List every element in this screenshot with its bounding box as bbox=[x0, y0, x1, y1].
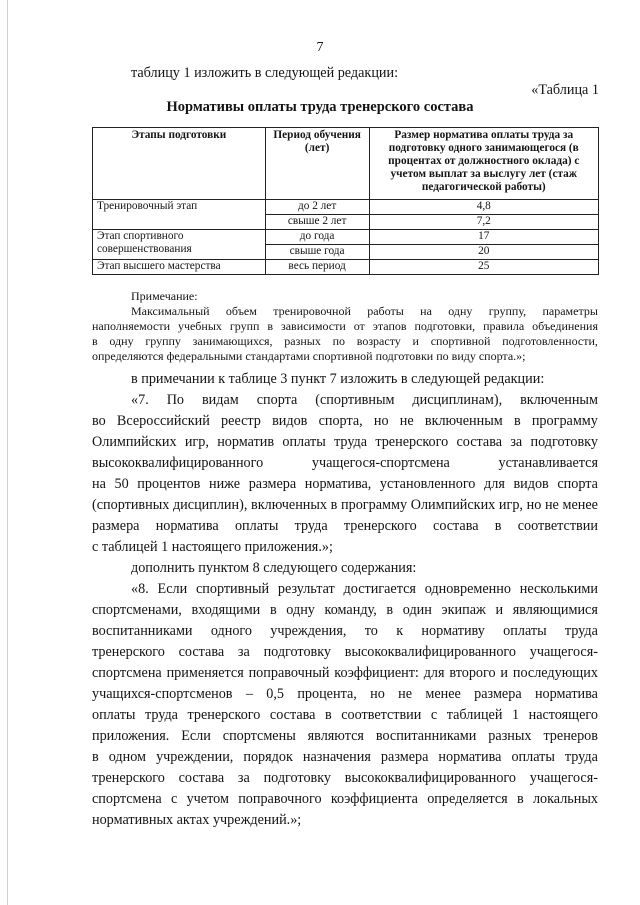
item8-text-word: «8. bbox=[131, 581, 149, 597]
item8-text-word: оплаты bbox=[503, 623, 547, 639]
item8-text-word: процента, bbox=[297, 686, 357, 702]
item7-text-word: ниже bbox=[208, 476, 241, 492]
note-line-text-word: от bbox=[353, 319, 365, 333]
note-line-text-word: зависимости bbox=[280, 319, 346, 333]
cell-period: свыше года bbox=[265, 245, 369, 260]
item8-text-word: учащегося- bbox=[529, 770, 598, 786]
note-line-text-word: этапов bbox=[372, 319, 407, 333]
item8-text-word: труда bbox=[564, 749, 598, 765]
item7-text-word: Олимпийских bbox=[410, 497, 496, 513]
item7-text-word: не bbox=[399, 413, 414, 429]
cell-value: 4,8 bbox=[369, 200, 598, 215]
item7-text-word: норматива bbox=[155, 518, 219, 534]
item8-text-word: настоящего bbox=[528, 707, 598, 723]
item7-line bbox=[92, 411, 598, 431]
item7-text-word: программу bbox=[531, 413, 598, 429]
item7-line bbox=[131, 390, 598, 410]
item7-text-word: спорта, bbox=[318, 413, 363, 429]
cell-value: 7,2 bbox=[369, 215, 598, 230]
item8-text-word: состава bbox=[269, 707, 316, 723]
note-line-text-word: групп bbox=[229, 319, 260, 333]
item8-text-word: оплаты bbox=[511, 749, 555, 765]
item8-text-word: достигается bbox=[343, 581, 416, 597]
item8-text-word: поправочный bbox=[248, 665, 330, 681]
item8-text-word: спортсмена bbox=[92, 791, 162, 807]
item7-text-word: устанавливается bbox=[498, 455, 598, 471]
item8-text-word: оплаты bbox=[92, 707, 136, 723]
item8-line bbox=[131, 579, 598, 599]
item7-text-word: тренерского bbox=[343, 518, 417, 534]
note-line-text-word: правила bbox=[483, 319, 525, 333]
item8-line bbox=[92, 600, 598, 620]
item8-text-word: являющимися bbox=[512, 602, 598, 618]
item7-line bbox=[92, 432, 598, 452]
item7-text-word: оплаты bbox=[234, 518, 279, 534]
item8-text-word: учреждения, bbox=[270, 623, 347, 639]
item7-text-word: размера bbox=[92, 518, 140, 534]
item7-text-word: за bbox=[510, 434, 523, 450]
paragraph-add8: дополнить пунктом 8 следующего содержания: bbox=[131, 560, 417, 576]
note-line-text-word: подготовленности, bbox=[502, 334, 598, 348]
item8-text-word: одном bbox=[108, 749, 147, 765]
item7-text-word: в bbox=[330, 497, 338, 513]
item8-text-word: коэффициент: bbox=[334, 665, 419, 681]
item7-text-word: норматив bbox=[217, 434, 275, 450]
item7-text-word: видов bbox=[513, 476, 549, 492]
item8-text-word: подготовку bbox=[263, 644, 332, 660]
item7-text-word: По bbox=[166, 392, 185, 408]
item8-text-word: норматива bbox=[438, 749, 502, 765]
cell-period: до года bbox=[265, 230, 369, 245]
item8-text-word: одновременно bbox=[424, 581, 511, 597]
item7-text-word: видам bbox=[201, 392, 239, 408]
note-line-text-word: Максимальный bbox=[131, 304, 210, 318]
table-label: «Таблица 1 bbox=[531, 82, 599, 98]
item7-text-word: подготовку bbox=[530, 434, 598, 450]
item7-text-word: но bbox=[373, 413, 389, 429]
item8-text-word: труда bbox=[564, 623, 598, 639]
item8-text-word: спортсменами, bbox=[92, 602, 182, 618]
item8-text-word: высококвалифицированного bbox=[344, 644, 516, 660]
item7-text-word: спорта bbox=[256, 392, 298, 408]
item7-text-word: программу bbox=[341, 497, 408, 513]
item8-line bbox=[92, 705, 598, 725]
item8-text-word: в bbox=[92, 749, 99, 765]
item7-text-word: состава bbox=[433, 518, 479, 534]
item8-line bbox=[92, 726, 598, 746]
item8-text-word: порядок bbox=[243, 749, 293, 765]
item7-text-word: процентов bbox=[137, 476, 201, 492]
item8-line bbox=[92, 789, 598, 809]
item8-text-word: размера bbox=[474, 686, 522, 702]
item7-text-word: 50 bbox=[114, 476, 129, 492]
item7-text-word: в bbox=[494, 518, 502, 534]
item8-text-word: приложения. bbox=[92, 728, 170, 744]
item8-text-word: менее bbox=[425, 686, 461, 702]
item8-text-word: учащихся-спортсменов bbox=[92, 686, 233, 702]
item8-text-word: спортсмена bbox=[92, 665, 162, 681]
page-number: 7 bbox=[316, 40, 324, 55]
item7-text-word: дисциплинам), bbox=[412, 392, 503, 408]
note-line-text-word: в bbox=[92, 334, 98, 348]
item7-text-word: во bbox=[92, 413, 106, 429]
note-line-text-word: разных bbox=[284, 334, 321, 348]
item7-text-word: видов bbox=[272, 413, 308, 429]
item8-text-word: тренеров bbox=[543, 728, 598, 744]
item8-text-word: тренерского bbox=[92, 644, 165, 660]
item8-line bbox=[92, 663, 598, 683]
item8-text-word: состава bbox=[178, 770, 225, 786]
item8-text-word: разных bbox=[488, 728, 532, 744]
item7-text-word: реестр bbox=[221, 413, 261, 429]
item8-text-word: применяется bbox=[166, 665, 244, 681]
item8-text-word: труда bbox=[144, 707, 178, 723]
item8-text-word: тренерского bbox=[187, 707, 261, 723]
note-line-text-word: объем bbox=[225, 304, 257, 318]
item8-text-word: таблицей bbox=[446, 707, 503, 723]
header-period: Период обучения (лет) bbox=[265, 128, 369, 200]
rates-table bbox=[92, 127, 599, 275]
item7-text-word: включенным bbox=[520, 392, 598, 408]
note-line bbox=[92, 334, 598, 349]
item7-text-word: оплаты bbox=[282, 434, 326, 450]
item8-text-word: спортсмены bbox=[222, 728, 296, 744]
binding-margin-line bbox=[7, 0, 8, 905]
item7-text-word: тренерского bbox=[375, 434, 449, 450]
note-line-text-word: параметры bbox=[542, 304, 598, 318]
item7-text-word: спорта bbox=[557, 476, 598, 492]
note-line-text-word: группу bbox=[145, 334, 181, 348]
item8-text-word: учащегося- bbox=[529, 644, 598, 660]
intro-line: таблицу 1 изложить в следующей редакции: bbox=[131, 65, 399, 81]
paragraph-note-change: в примечании к таблице 3 пункт 7 изложить в следующей редакции: bbox=[131, 371, 545, 387]
item8-line bbox=[92, 621, 598, 641]
table-title: Нормативы оплаты труда тренерского состава bbox=[166, 99, 474, 115]
table-header-row bbox=[93, 128, 599, 200]
note-line-text-word: возрасту bbox=[356, 334, 401, 348]
item7-text-word: Олимпийских bbox=[92, 434, 177, 450]
item8-text-word: за bbox=[237, 770, 250, 786]
item8-text-word: в bbox=[386, 602, 394, 618]
cell-period: весь период bbox=[265, 260, 369, 275]
item7-line bbox=[92, 474, 598, 494]
item8-text-word: норматива bbox=[534, 686, 598, 702]
item7-line bbox=[92, 516, 598, 536]
item8-text-word: то bbox=[364, 623, 378, 639]
item8-text-word: за bbox=[237, 644, 250, 660]
item8-text-word: с bbox=[430, 707, 438, 723]
cell-stage: Этап высшего мастерства bbox=[93, 260, 266, 275]
item8-text-word: один bbox=[402, 602, 432, 618]
header-rate: Размер норматива оплаты труда за подготовку одного занимающегося (в процентах от должностного оклада) с учетом выплат за выслугу лет (стаж педагогической работы) bbox=[369, 128, 598, 200]
item8-text-word: воспитанниками bbox=[92, 623, 193, 639]
item7-text-word: учащегося-спортсмена bbox=[311, 455, 450, 471]
cell-stage: Тренировочный этап bbox=[93, 200, 266, 230]
item8-text-word: последующих bbox=[512, 665, 598, 681]
item8-text-word: Если bbox=[157, 581, 188, 597]
item7-line: с таблицей 1 настоящего приложения.»; bbox=[92, 539, 333, 555]
item8-text-word: состава bbox=[178, 644, 225, 660]
item8-text-word: в bbox=[269, 602, 277, 618]
item8-text-word: команду, bbox=[324, 602, 377, 618]
item7-text-word: в bbox=[513, 413, 521, 429]
item8-text-word: соответствии bbox=[341, 707, 422, 723]
item8-text-word: экипаж bbox=[441, 602, 486, 618]
item8-line bbox=[92, 642, 598, 662]
item8-text-word: определяется bbox=[427, 791, 508, 807]
item8-text-word: спортивный bbox=[195, 581, 270, 597]
item7-text-word: состава bbox=[456, 434, 503, 450]
item8-text-word: результат bbox=[277, 581, 335, 597]
item7-text-word: но bbox=[526, 497, 542, 513]
item7-text-word: установленного bbox=[379, 476, 476, 492]
item8-text-word: второго bbox=[449, 665, 496, 681]
item8-text-word: не bbox=[398, 686, 413, 702]
cell-value: 20 bbox=[369, 245, 598, 260]
item8-line: нормативных актах учреждений.»; bbox=[92, 812, 302, 828]
note-line-text-word: в bbox=[267, 319, 274, 333]
item8-text-word: одного bbox=[210, 623, 252, 639]
item8-text-word: Если bbox=[181, 728, 211, 744]
item7-text-word: размера bbox=[248, 476, 297, 492]
item7-text-word: игр, bbox=[498, 497, 523, 513]
note-label: Примечание: bbox=[131, 289, 198, 303]
item8-text-word: воспитанниками bbox=[375, 728, 477, 744]
note-line-text-word: на bbox=[420, 304, 432, 318]
note-line-text-word: подготовки, bbox=[414, 319, 476, 333]
item7-text-word: для bbox=[484, 476, 505, 492]
item8-text-word: входящими bbox=[191, 602, 261, 618]
item8-text-word: локальных bbox=[532, 791, 598, 807]
note-line-text-word: одну bbox=[109, 334, 134, 348]
note-line-text-word: работы bbox=[367, 304, 404, 318]
cell-value: 17 bbox=[369, 230, 598, 245]
item8-text-word: тренерского bbox=[92, 770, 165, 786]
item8-text-word: учреждении, bbox=[156, 749, 234, 765]
note-line-text-word: и bbox=[412, 334, 419, 348]
item8-text-word: для bbox=[423, 665, 445, 681]
item7-line bbox=[92, 453, 598, 473]
note-line-text-word: одну bbox=[448, 304, 473, 318]
item8-text-word: поправочного bbox=[238, 791, 322, 807]
note-line-text-word: спортивной bbox=[430, 334, 491, 348]
item8-text-word: являются bbox=[307, 728, 364, 744]
item7-text-word: включенных bbox=[251, 497, 328, 513]
item8-text-word: с bbox=[171, 791, 178, 807]
item8-line bbox=[92, 747, 598, 767]
item7-text-word: включенным bbox=[424, 413, 503, 429]
item7-text-word: Всероссийский bbox=[116, 413, 210, 429]
note-line-text-word: группу, bbox=[488, 304, 527, 318]
item7-text-word: высококвалифицированного bbox=[92, 455, 264, 471]
note-line-text-word: занимающихся, bbox=[192, 334, 273, 348]
item8-text-word: но bbox=[370, 686, 385, 702]
note-line-text-word: по bbox=[332, 334, 345, 348]
item7-text-word: соответствии bbox=[517, 518, 598, 534]
note-line-text-word: объединения bbox=[532, 319, 598, 333]
note-line bbox=[131, 304, 598, 319]
note-line-text-word: наполняемости bbox=[92, 319, 170, 333]
item8-line bbox=[92, 768, 598, 788]
item7-text-word: (спортивным bbox=[315, 392, 395, 408]
item8-text-word: – bbox=[245, 686, 253, 702]
item7-text-word: (спортивных bbox=[92, 497, 170, 513]
table-row bbox=[93, 230, 599, 245]
item8-text-word: в bbox=[516, 791, 524, 807]
item8-text-word: высококвалифицированного bbox=[344, 770, 516, 786]
item7-text-word: не bbox=[544, 497, 559, 513]
note-line-text-word: тренировочной bbox=[273, 304, 351, 318]
header-stage: Этапы подготовки bbox=[93, 128, 266, 200]
cell-value: 25 bbox=[369, 260, 598, 275]
item8-text-word: подготовку bbox=[263, 770, 332, 786]
item8-text-word: и bbox=[495, 602, 504, 618]
item8-text-word: 0,5 bbox=[266, 686, 284, 702]
item7-text-word: менее bbox=[562, 497, 598, 513]
table-row bbox=[93, 260, 599, 275]
item7-text-word: труда bbox=[294, 518, 328, 534]
item8-text-word: назначения bbox=[302, 749, 371, 765]
table-row bbox=[93, 200, 599, 215]
item7-text-word: игр, bbox=[184, 434, 209, 450]
item8-text-word: одну bbox=[286, 602, 315, 618]
note-line: определяются федеральными стандартами спортивной подготовки по виду спорта.»; bbox=[92, 349, 526, 363]
note-line bbox=[92, 319, 598, 334]
item8-text-word: и bbox=[500, 665, 509, 681]
item8-text-word: коэффициента bbox=[330, 791, 418, 807]
item7-line bbox=[92, 495, 598, 515]
item8-text-word: учетом bbox=[186, 791, 229, 807]
cell-period: до 2 лет bbox=[265, 200, 369, 215]
cell-stage: Этап спортивного совершенствования bbox=[93, 230, 266, 260]
item7-text-word: труда bbox=[334, 434, 368, 450]
item8-text-word: несколькими bbox=[519, 581, 598, 597]
item7-text-word: дисциплин), bbox=[172, 497, 248, 513]
item8-text-word: 1 bbox=[511, 707, 520, 723]
cell-period: свыше 2 лет bbox=[265, 215, 369, 230]
item8-text-word: к bbox=[396, 623, 404, 639]
item8-text-word: размера bbox=[380, 749, 429, 765]
item8-text-word: нормативу bbox=[421, 623, 485, 639]
item8-line bbox=[92, 684, 598, 704]
note-line-text-word: учебных bbox=[177, 319, 222, 333]
item7-text-word: «7. bbox=[131, 392, 149, 408]
item7-text-word: на bbox=[92, 476, 106, 492]
item7-text-word: норматива, bbox=[304, 476, 372, 492]
item8-text-word: в bbox=[324, 707, 332, 723]
